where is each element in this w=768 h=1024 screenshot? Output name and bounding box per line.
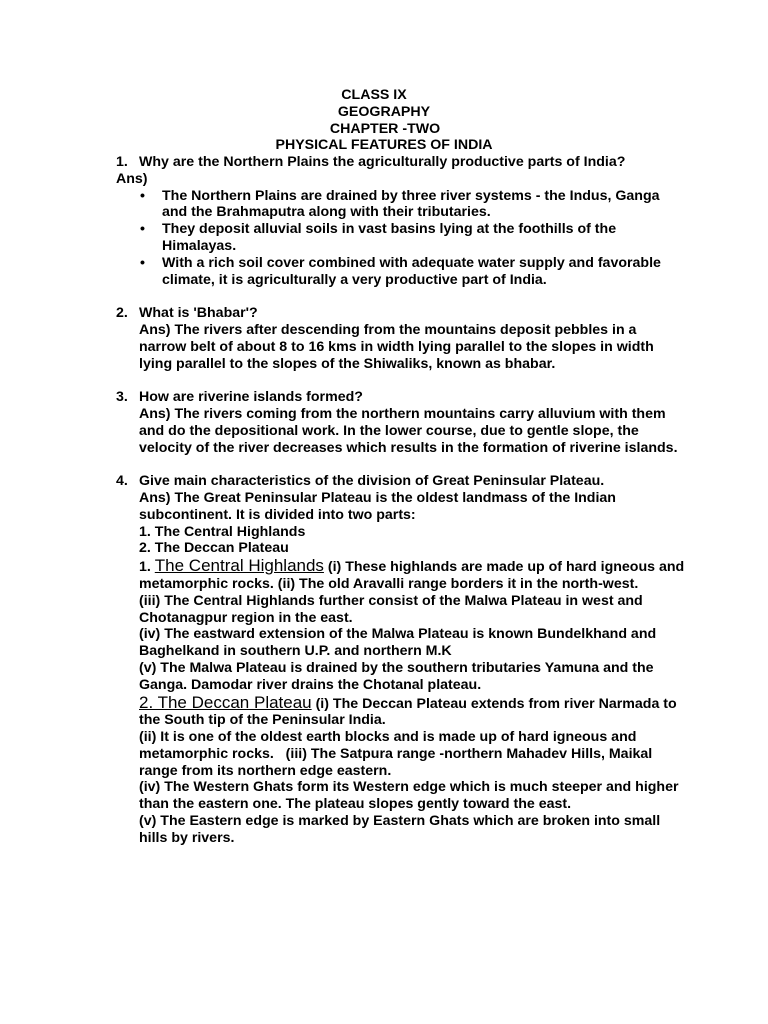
question-3-answer: Ans) The rivers coming from the northern mountains carry alluvium with them and do the depositional work. In the lower course, due to gentle slope, the velocity of the river decreases which results in the formation of riverine islands. [139,405,678,456]
bullet-icon: • [140,254,145,271]
document-header [0,87,768,154]
list-item-text: They deposit alluvial soils in vast basins lying at the foothills of the Himalayas. [162,221,617,254]
header-class: CLASS IX [341,87,407,103]
deccan-plateau-para-4: (v) The Eastern edge is marked by Eastern Ghats which are broken into small hills by rivers. [139,813,661,846]
central-highlands-para-3: (iv) The eastward extension of the Malwa Plateau is known Bundelkhand and Baghelkand in southern U.P. and northern M.K [139,626,657,660]
list-item-text: The Northern Plains are drained by three river systems - the Indus, Ganga and the Brahmaputra along with their tributaries. [162,187,660,221]
document-body [116,154,686,847]
header-chapter: CHAPTER -TWO [329,120,441,137]
list-item-text: With a rich soil cover combined with adequate water supply and favorable climate, it is agriculturally a very productive part of India. [162,254,661,288]
question-1-number: 1. [116,154,128,170]
question-3 [116,389,686,406]
question-3-number: 3. [116,389,128,406]
question-2-answer: Ans) The rivers after descending from the mountains deposit pebbles in a narrow belt of about 8 to 16 kms in width lying parallel to the slopes in width lying parallel to the slopes of the Shiwaliks, known as bhabar. [139,321,654,372]
list-item [140,221,686,255]
deccan-plateau-section [139,692,686,730]
question-4-number: 4. [116,473,128,490]
list-item [140,254,686,289]
central-highlands-para-1: (i) These highlands are made up of hard igneous and metamorphic rocks. (ii) The old Aravalli range borders it in the north-west. [139,559,685,592]
question-3-text: How are riverine islands formed? [139,389,363,406]
header-subject: GEOGRAPHY [337,103,431,120]
question-4-text: Give main characteristics of the division of Great Peninsular Plateau. [139,473,605,490]
question-1-text: Why are the Northern Plains the agriculturally productive parts of India? [139,154,626,170]
deccan-plateau-para-3: (iv) The Western Ghats form its Western edge which is much steeper and higher than the eastern one. The plateau slopes gently toward the east. [139,779,679,813]
question-2-number: 2. [116,305,128,322]
deccan-plateau-para-1: (i) The Deccan Plateau extends from river Narmada to the South tip of the Peninsular India. [139,695,677,729]
question-4-answer [116,490,686,847]
deccan-plateau-heading: 2. The Deccan Plateau [139,692,312,712]
question-2 [116,305,686,322]
question-4-part-2: 2. The Deccan Plateau [139,540,289,557]
question-4-answer-intro: Ans) The Great Peninsular Plateau is the oldest landmass of the Indian subcontinent. It is divided into two parts: [139,489,616,523]
question-4 [116,473,686,490]
central-highlands-section [139,558,686,593]
bullet-icon: • [140,221,145,238]
list-item [140,187,686,222]
bullet-icon: • [140,187,145,204]
question-1 [116,154,686,171]
question-4-part-1: 1. The Central Highlands [139,523,306,540]
question-2-text: What is 'Bhabar'? [139,305,258,322]
deccan-plateau-para-2: (ii) It is one of the oldest earth blocks and is made up of hard igneous and metamorphic rocks. (iii) The Satpura range -northern Mahadev Hills, Maikal range from its northern edge eastern. [139,729,657,779]
question-1-ans-label: Ans) [116,170,148,187]
central-highlands-heading: The Central Highlands [154,556,324,576]
central-highlands-para-4: (v) The Malwa Plateau is drained by the southern tributaries Yamuna and the Ganga. Damodar river drains the Chotanal plateau. [139,659,654,693]
question-1-answer-list [116,188,686,289]
central-highlands-para-2: (iii) The Central Highlands further consist of the Malwa Plateau in west and Chotanagpur region in the east. [139,592,643,626]
header-title: PHYSICAL FEATURES OF INDIA [275,137,493,154]
central-highlands-prefix: 1. [139,559,155,576]
